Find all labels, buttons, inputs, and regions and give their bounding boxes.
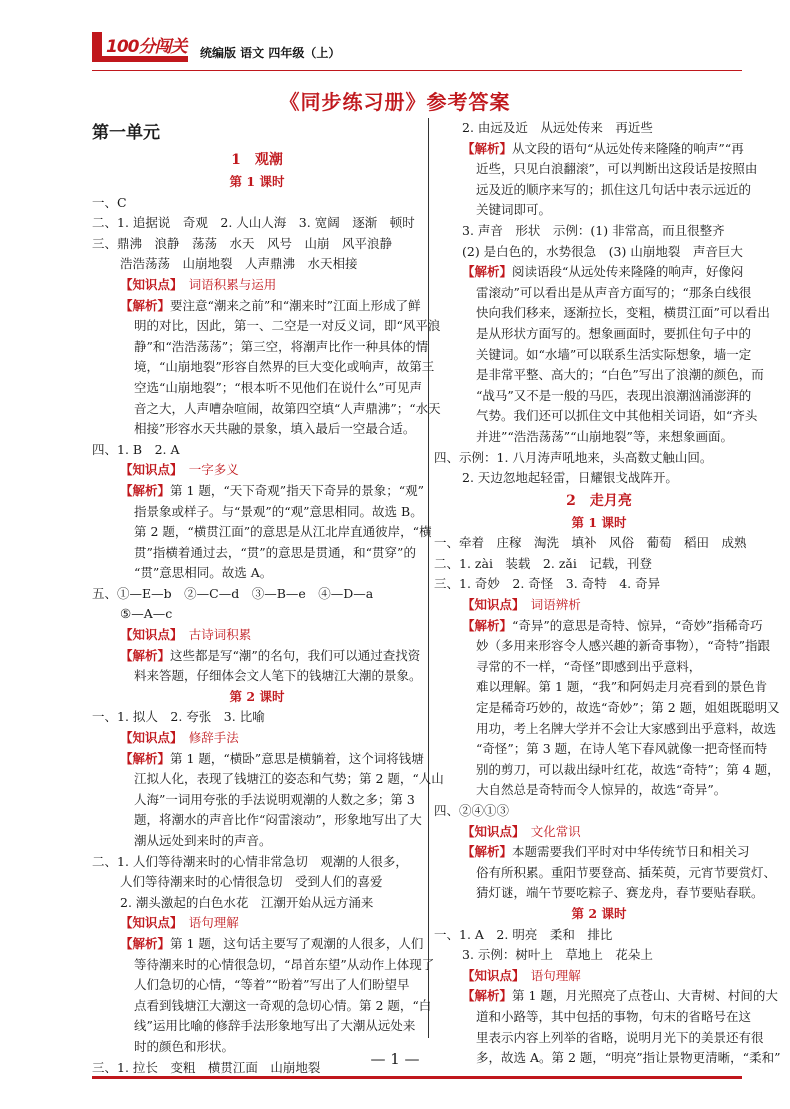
page-number: — 1 — (370, 1050, 420, 1068)
answer-line: 一、1. 拟人 2. 夸张 3. 比喻 (92, 709, 265, 725)
answer-line: 一、C (92, 194, 127, 210)
column-divider (428, 118, 429, 1038)
answer-line: 四、②④①③ (434, 803, 510, 818)
answer-line: 二、1. 人们等待潮来时的心情非常急切 观潮的人很多， (92, 853, 408, 869)
answer-line: 四、示例：1. 八月涛声吼地来，头高数丈触山回。 (434, 449, 713, 465)
answer-line: (2) 是白色的，水势很急 (3) 山崩地裂 声音巨大 (462, 243, 743, 259)
knowledge-point: 【知识点】 词语积累与运用 (120, 276, 277, 292)
period-heading: 第 1 课时 (571, 514, 627, 530)
answer-line: 人们等待潮来时的心情很急切 受到人们的喜爱 (120, 874, 383, 890)
answer-line: 2. 潮头激起的白色水花 江潮开始从远方涌来 (120, 894, 374, 910)
explanation: 【解析】阅读语段“从远处传来隆隆的响声，好像闷 雷滚动”可以看出是从声音方面写的；“那条白线很 快向我们移来，逐渐拉长，变粗，横贯江面”可以看出 是从形状方面写的。想象画面时，要抓住句子中的 关键词。如“水墙”可以联系生活实际想象，墙一定 是非常平整、高大的；“白色”写出了浪潮的颜色，而 “战马”又不是一般的马匹，表现出浪潮汹涌澎湃的 气势。我们还可以抓住文中其他相关词语，如“齐头 并进”“浩浩荡荡”“山崩地裂”等，来想象画面。 (462, 264, 770, 444)
period-heading: 第 2 课时 (571, 905, 627, 921)
right-column (434, 118, 781, 1069)
knowledge-point: 【知识点】 语句理解 (462, 967, 581, 983)
answer-line: 三、鼎沸 浪静 荡荡 水天 风号 山崩 风平浪静 (92, 235, 393, 251)
explanation: 【解析】这些都是写“潮”的名句，我们可以通过查找资 料来答题，仔细体会文人笔下的钱塘江大潮的景象。 (120, 647, 422, 684)
answer-line: 四、1. B 2. A (92, 441, 180, 457)
header-divider (92, 70, 742, 71)
answer-line: 浩浩荡荡 山崩地裂 人声鼎沸 水天相接 (120, 256, 358, 272)
knowledge-point: 【知识点】 古诗词积累 (120, 627, 252, 643)
lesson-title: 1 观潮 (231, 152, 283, 168)
page-title: 《同步练习册》参考答案 (279, 90, 511, 114)
knowledge-point: 【知识点】 一字多义 (120, 462, 239, 478)
answer-line: 3. 声音 形状 示例：(1) 非常高，而且很整齐 (462, 222, 725, 238)
brand-logo: 100分闯关 (92, 32, 190, 66)
explanation: 【解析】第 1 题，“天下奇观”指天下奇异的景象；“观” 指景象或样子。与“景观”的“观”意思相同。故选 B。 第 2 题，“横贯江面”的意思是从江北岸直通彼岸，“横 贯”指横着通过去，“贯”的意思是贯通，和“贯穿”的 “贯”意思相同。故选 A。 (120, 482, 432, 581)
answer-line: 一、牵着 庄稼 淘洗 填补 风俗 葡萄 稻田 成熟 (434, 535, 747, 551)
knowledge-point: 【知识点】 词语辨析 (462, 597, 581, 613)
explanation: 【解析】要注意“潮来之前”和“潮来时”江面上形成了鲜 明的对比，因此，第一、二空是一对反义词，即“风平浪 静”和“浩浩荡荡”；第三空，将潮声比作一种具体的情 境，“山崩地裂”形容自然界的巨大变化或响声，故第三 空选“山崩地裂”；“根本听不见他们在说什么”可见声 音之大，人声嘈杂喧闹，故第四空填“人声鼎沸”；“水天 相接”形容水天共融的景象，填入最后一空最合适。 (120, 297, 441, 437)
answer-line: 2. 由远及近 从远处传来 再近些 (462, 120, 653, 135)
knowledge-point: 【知识点】 修辞手法 (120, 730, 239, 746)
answer-line: ⑤—A—c (120, 606, 173, 622)
answer-line: 二、1. 追据说 奇观 2. 人山人海 3. 宽阔 逐渐 顿时 (92, 215, 415, 231)
unit-heading: 第一单元 (92, 123, 160, 143)
explanation: 【解析】第 1 题，“横卧”意思是横躺着，这个词将钱塘 江拟人化，表现了钱塘江的姿态和气势；第 2 题，“人山 人海”一词用夸张的手法说明观潮的人数之多；第 3 题，将潮水的声音比作“闷雷滚动”，形象地写出了大 潮从远处到来时的声音。 (120, 750, 444, 848)
explanation: 【解析】第 1 题，月光照亮了点苍山、大青树、村间的大 道和小路等，其中包括的事物，句末的省略号在这 里表示内容上列举的省略，说明月光下的美景还有很 多，故选 A。第 2 题，“明亮”指让景物更清晰，“柔和” (462, 988, 781, 1066)
book-subtitle: 统编版 语文 四年级（上） (200, 46, 341, 60)
knowledge-point: 【知识点】 文化常识 (462, 823, 581, 839)
explanation: 【解析】第 1 题，这句话主要写了观潮的人很多，人们 等待潮来时的心情很急切，“昂首东望”从动作上体现了 人们急切的心情，“等着”“盼着”写出了人们盼望早 点看到钱塘江大潮这一奇观的急切心情。第 2 题，“白 线”运用比喻的修辞手法形象地写出了大潮从远处来 时的颜色和形状。 (120, 935, 435, 1054)
explanation: 【解析】本题需要我们平时对中华传统节日和相关习 俗有所积累。重阳节要登高、插茱萸，元宵节要赏灯、 猜灯谜，端午节要吃粽子、赛龙舟，春节要贴春联。 (462, 844, 777, 901)
period-heading: 第 2 课时 (229, 688, 285, 704)
lesson-title: 2 走月亮 (566, 492, 632, 509)
footer-bar (92, 1076, 742, 1079)
answer-line: 一、1. A 2. 明亮 柔和 排比 (434, 926, 613, 942)
left-column (92, 118, 444, 1078)
answer-line: 二、1. zài 装载 2. zǎi 记载，刊登 (434, 555, 652, 571)
answer-line: 2. 天边忽地起轻雷，日耀银戈战阵开。 (462, 470, 678, 486)
page-header (92, 30, 492, 70)
answer-line: 3. 示例：树叶上 草地上 花朵上 (462, 947, 653, 963)
answer-line: 三、1. 拉长 变粗 横贯江面 山崩地裂 (92, 1059, 321, 1075)
period-heading: 第 1 课时 (229, 174, 285, 189)
explanation: 【解析】“奇异”的意思是奇特、惊异，“奇妙”指稀奇巧 妙（多用来形容令人感兴趣的新奇事物），“奇特”指跟 寻常的不一样，“奇怪”即感到出乎意料， 难以理解。第 1 题，“我”和阿妈走月亮看到的景色肯 定是稀奇巧妙的，故选“奇妙”；第 2 题，姐姐既聪明又 用功，考上名牌大学并不会让大家感到出乎意料，故选 “奇怪”；第 3 题，在诗人笔下春风就像一把奇怪而特 别的剪刀，可以裁出绿叶红花，故选“奇特”；第 4 题， 大自然总是奇特而令人惊异的，故选“奇异”。 (462, 617, 780, 798)
explanation: 【解析】从文段的语句“从远处传来隆隆的响声”“再 近些，只见白浪翻滚”，可以判断出这段话是按照由 远及近的顺序来写的；抓住这几句话中表示远近的 关键词即可。 (462, 140, 758, 218)
answer-line: 五、①—E—b ②—C—d ③—B—e ④—D—a (92, 585, 374, 601)
knowledge-point: 【知识点】 语句理解 (120, 915, 239, 931)
answer-line: 三、1. 奇妙 2. 奇怪 3. 奇特 4. 奇异 (434, 576, 661, 592)
